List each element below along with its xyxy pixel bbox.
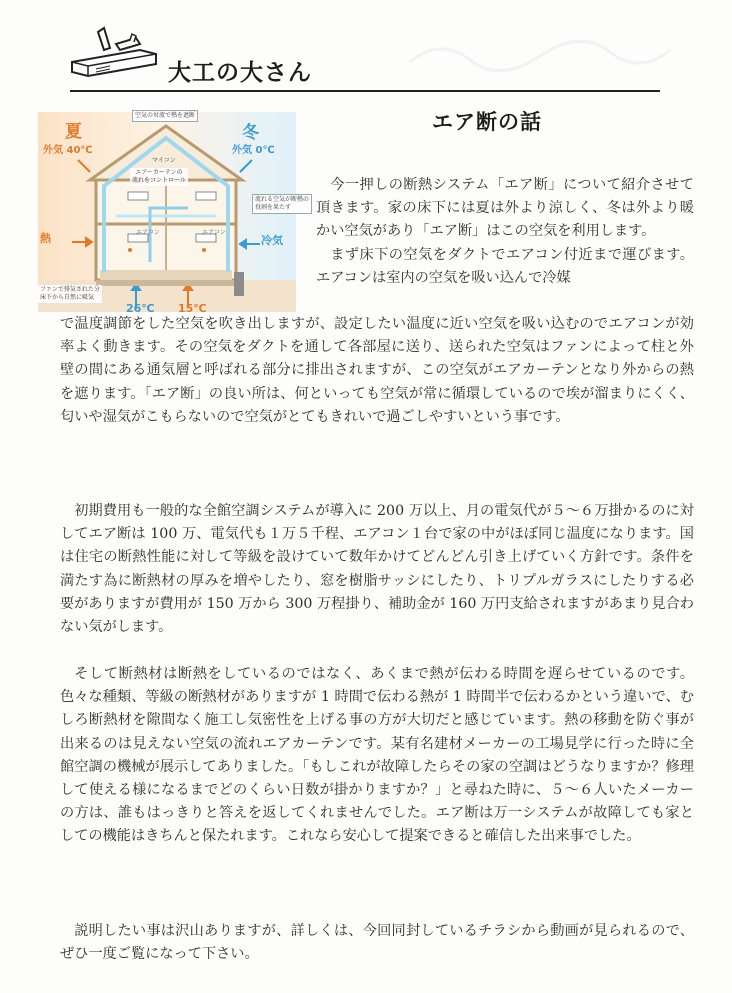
roof-note: 空気の対流で熱を遮断: [132, 110, 198, 122]
air-flow-note: 流れる空気が断熱の 役割を果たす: [252, 194, 312, 214]
article-title: エア断の話: [432, 110, 542, 134]
article-body-intro: [316, 174, 694, 290]
article-body-insulation: [60, 663, 694, 849]
air-insulation-diagram: [38, 112, 310, 315]
paragraph-5: 説明したい事は沢山ありますが、詳しくは、今回同封しているチラシから動画が見られるので、ぜひ一度ご覧になって下さい。: [60, 923, 694, 963]
paragraph-1: 今一押しの断熱システム「エア断」について紹介させて頂きます。家の床下には夏は外より涼しく、冬は外より暖かい空気があり「エア断」はこの空気を利用します。: [316, 177, 694, 240]
underfloor-winter-temp: 15℃: [178, 302, 207, 315]
header-divider: [70, 90, 660, 92]
microcomputer-note: マイコン: [152, 157, 176, 164]
heat-label: 熱: [40, 232, 51, 245]
winter-outside-temp: 外気 0℃: [232, 145, 275, 156]
air-curtain-note: エアーカーテンの 流れをコントロール: [132, 169, 186, 184]
paragraph-4: そして断熱材は断熱をしているのではなく、あくまで熱が伝わる時間を遅らせているのです。色々な種類、等級の断熱材がありますが 1 時間で伝わる熱が 1 時間半で伝わるかという違いで、むしろ断熱材を隙間なく施工し気密性を上げる事の方が大切だと感じています。熱の移動を防ぐ事が出来るのは見えない空気の流れエアカーテンです。某有名建材メーカーの工場見学に行った時に全館空調の機械が展示してありました。「もしこれが故障したらその家の空調はどうなりますか？修理して使える様になるまでどのくらい日数が掛かりますか？」と尋ねた時に、５～６人いたメーカーの方は、誰もはっきりと答えを返してくれませんでした。エア断は万一システムが故障しても家としての機能はきちんと保たれます。これなら安心して提案できると確信した出来事でした。: [60, 666, 694, 845]
aircon-label-left: エアコン: [136, 229, 160, 236]
winter-label: 冬: [242, 123, 259, 143]
underfloor-summer-temp: 26℃: [126, 302, 155, 315]
article-body-closing: [60, 920, 694, 966]
summer-outside-temp: 外気 40℃: [43, 145, 93, 156]
article-body-main: [60, 313, 694, 429]
cold-air-label: 冷気: [261, 234, 283, 247]
aircon-label-right: エアコン: [202, 229, 226, 236]
brand-title: 大工の大さん: [168, 60, 312, 86]
paragraph-2-start: まず床下の空気をダクトでエアコン付近まで運びます。エアコンは室内の空気を吸い込んで冷媒: [316, 246, 694, 286]
paragraph-3: 初期費用も一般的な全館空調システムが導入に 200 万以上、月の電気代が５～６万掛かるのに対してエア断は 100 万、電気代も１万５千程、エアコン１台で家の中がほぼ同じ温度になります。国は住宅の断熱性能に対して等級を設けていて数年かけてどんどん引き上げていく方針です。条件を満たす為に断熱材の厚みを増やしたり、窓を樹脂サッシにしたり、トリプルガラスにしたりする必要がありますが費用が 150 万から 300 万程掛り、補助金が 160 万円支給されますがあまり見合わない気がします。: [60, 503, 694, 636]
carpenter-plane-icon: [70, 22, 158, 84]
article-body-cost: [60, 500, 694, 639]
fan-note: ファンで排気された分 床下から自然に吸気: [40, 286, 100, 301]
background-watermark: [400, 32, 680, 72]
summer-label: 夏: [65, 122, 82, 142]
paragraph-2-continued: で温度調節をした空気を吹き出しますが、設定したい温度に近い空気を吸い込むのでエアコンが効率よく動きます。その空気をダクトを通して各部屋に送り、送られた空気はファンによって柱と外壁の間にある通気層と呼ばれる部分に排出されますが、この空気がエアカーテンとなり外からの熱を遮ります。「エア断」の良い所は、何といっても空気が常に循環しているので埃が溜まりにくく、匂いや湿気がこもらないので空気がとてもきれいで過ごしやすいという事です。: [60, 316, 694, 425]
